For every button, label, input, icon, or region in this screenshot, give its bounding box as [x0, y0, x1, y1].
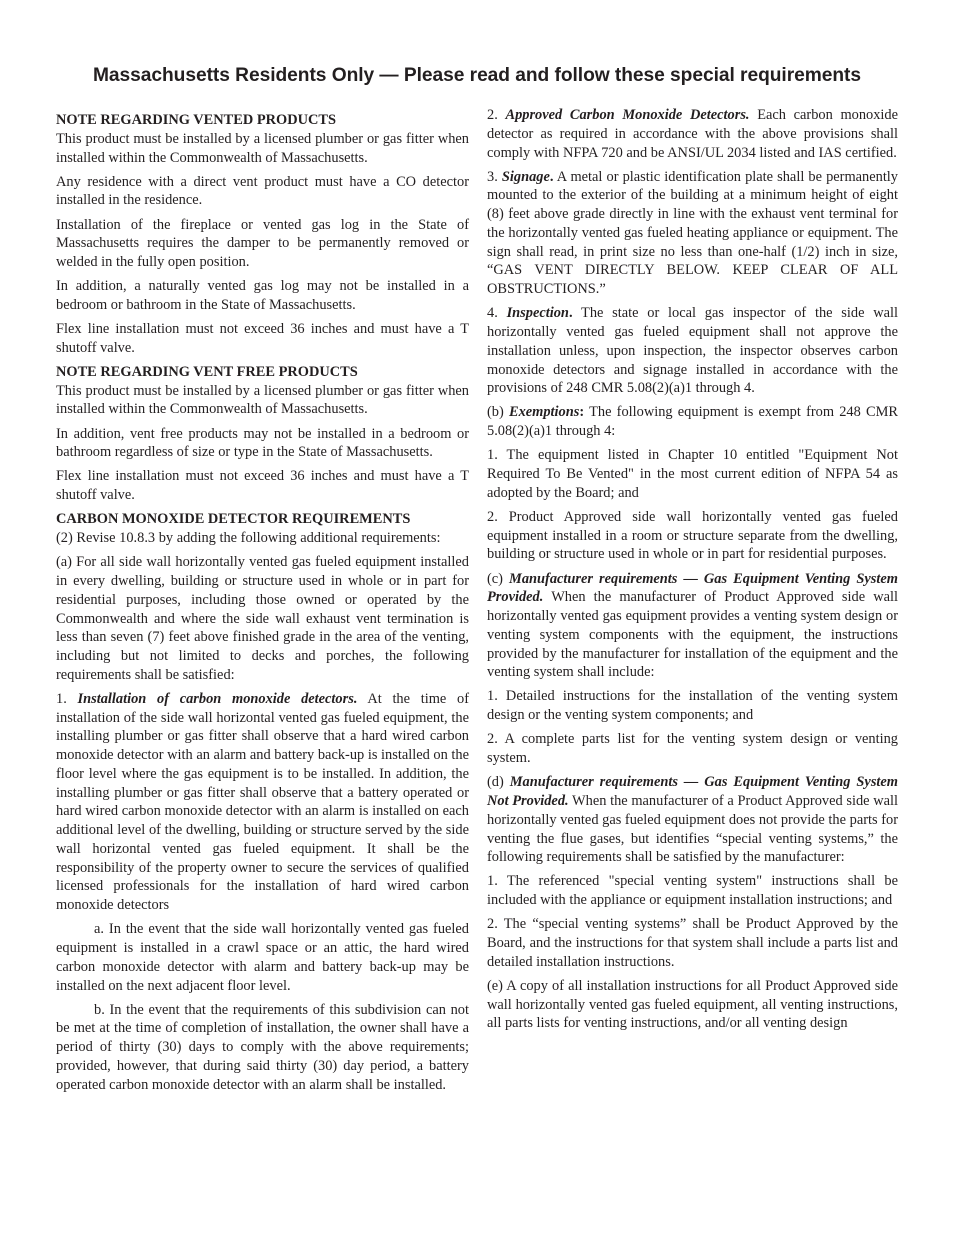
item-3-dot: .: [549, 168, 554, 185]
heading-vent-free-products: NOTE REGARDING VENT FREE PRODUCTS: [56, 363, 358, 380]
page-title: Massachusetts Residents Only — Please read and follow these special requirements: [92, 65, 862, 86]
section-b-exemptions: [487, 403, 898, 441]
right-column: [487, 106, 898, 1039]
co-paragraph-revise: (2) Revise 10.8.3 by adding the following additional requirements:: [56, 530, 441, 547]
section-d-number: (d): [487, 774, 510, 791]
heading-co-detector-requirements: CARBON MONOXIDE DETECTOR REQUIREMENTS: [56, 511, 411, 528]
item-4-number: 4.: [487, 305, 507, 322]
section-d-body: When the manufacturer of a Product Approved side wall horizontally vented gas fueled equipment does not provide the parts for venting the flue gases, but identifies “special venting systems,” the following requirements shall be satisfied by the manufacturer:: [487, 793, 899, 866]
item-2-number: 2.: [487, 107, 506, 123]
section-d-item-2: 2. The “special venting systems” shall be Product Approved by the Board, and the instructions for that system shall include a parts list and detailed installation instructions.: [487, 916, 898, 970]
section-b-colon: :: [579, 404, 585, 421]
co-paragraph-a: (a) For all side wall horizontally vented gas fueled equipment installed in every dwelling, building or structure used in whole or in part for residential purposes, including those owned or operated by the Commonwealth and where the side wall exhaust vent termination is less than seven (7) feet above finished grade in the area of the venting, including but not limited to decks and porches, the following requirements shall be satisfied:: [56, 554, 469, 683]
section-b-number: (b): [487, 404, 509, 421]
section-c-venting-provided: [487, 570, 898, 683]
vented-paragraph-1: This product must be installed by a licensed plumber or gas fitter when installed within the Commonwealth of Massachusetts.: [56, 130, 469, 166]
item-2-approved-detectors: [487, 106, 898, 162]
section-b-heading: Exemptions: [508, 404, 580, 421]
vented-paragraph-2: Any residence with a direct vent product must have a CO detector installed in the residence.: [56, 173, 469, 209]
vented-paragraph-4: In addition, a naturally vented gas log may not be installed in a bedroom or bathroom in the State of Massachusetts.: [56, 278, 469, 313]
co-item-1-heading: Installation of carbon monoxide detectors.: [77, 690, 358, 707]
section-d-heading: Manufacturer requirements — Gas Equipment Venting System Not Provided.: [487, 774, 898, 810]
co-item-1-body: At the time of installation of the side wall horizontal vented gas fueled equipment, the installing plumber or gas fitter shall observe that a hard wired carbon monoxide detector with an alarm and battery back-up is installed on the floor level where the gas equipment is to be installed. In addition, the installing plumber or gas fitter shall observe that a battery operated or hard wired carbon monoxide detector with an alarm is installed on each additional level of the dwelling, building or structure served by the side wall horizontal vented gas fueled equipment. It shall be the responsibility of the property owner to secure the services of qualified licensed professionals for the installation of hard wired carbon monoxide detectors: [56, 690, 470, 914]
co-item-1: [56, 690, 469, 915]
item-4-inspection: [487, 304, 898, 398]
vented-paragraph-5: Flex line installation must not exceed 36 inches and must have a T shutoff valve.: [56, 321, 469, 356]
item-4-body: The state or local gas inspector of the side wall horizontally vented gas fueled equipment shall not approve the installation unless, upon inspection, the inspector observes carbon monoxide detectors and signage installed in accordance with the provisions of 248 CMR 5.08(2)(a)1 through 4.: [487, 305, 899, 397]
item-3-body: A metal or plastic identification plate shall be permanently mounted to the exterior of the building at a minimum height of eight (8) feet above grade directly in line with the exhaust vent terminal for the horizontally vented gas fueled heating appliance or equipment. The sign shall read, in print size no less than one-half (1/2) inch in size, “GAS VENT DIRECTLY BELOW. KEEP CLEAR OF ALL OBSTRUCTIONS.”: [487, 168, 899, 298]
co-subitem-b: b. In the event that the requirements of this subdivision can not be met at the time of completion of installation, the owner shall have a period of thirty (30) days to comply with the above requirements; provided, however, that during said thirty (30) day period, a battery operated carbon monoxide detector with an alarm shall be installed.: [56, 1001, 469, 1093]
item-3-heading: Signage: [501, 168, 550, 185]
section-c-body: When the manufacturer of Product Approved side wall horizontally vented gas equipment provides a venting system design or venting system components with the equipment, the instructions provided by the manufacturer for installation of the equipment and the venting system shall include:: [487, 589, 898, 681]
exemption-item-1: 1. The equipment listed in Chapter 10 entitled "Equipment Not Required To Be Vented" in the most current edition of NFPA 54 as adopted by the Board; and: [487, 447, 898, 501]
vent-free-paragraph-2: In addition, vent free products may not be installed in a bedroom or bathroom regardless of size or type in the State of Massachusetts.: [56, 425, 469, 461]
co-subitem-a: a. In the event that the side wall horizontally vented gas fueled equipment is installed in a crawl space or an attic, the hard wired carbon monoxide detector with alarm and battery back-up may be installed on the next adjacent floor level.: [56, 921, 469, 994]
section-e-installation-instructions: (e) A copy of all installation instructions for all Product Approved side wall horizontally vented gas fueled equipment, all venting instructions, all parts lists for venting instructions, and/or all venting design: [487, 977, 898, 1032]
vent-free-paragraph-3: Flex line installation must not exceed 36 inches and must have a T shutoff valve.: [56, 468, 469, 504]
section-c-item-2: 2. A complete parts list for the venting system design or venting system.: [487, 731, 898, 767]
section-c-heading: Manufacturer requirements — Gas Equipment Venting System Provided.: [487, 570, 898, 606]
section-d-item-1: 1. The referenced "special venting system" instructions shall be included with the appliance or equipment installation instructions; and: [487, 873, 898, 909]
vent-free-paragraph-1: This product must be installed by a licensed plumber or gas fitter when installed within the Commonwealth of Massachusetts.: [56, 382, 469, 418]
left-column: [56, 106, 469, 1100]
item-4-dot: .: [568, 305, 573, 322]
co-item-1-number: 1.: [56, 690, 78, 707]
vented-paragraph-3: Installation of the fireplace or vented gas log in the State of Massachusetts requires the damper to be permanently removed or welded in the fully open position.: [56, 216, 469, 271]
section-d-venting-not-provided: [487, 773, 898, 867]
item-3-number: 3.: [487, 168, 502, 185]
heading-vented-products: NOTE REGARDING VENTED PRODUCTS: [56, 112, 336, 128]
item-4-heading: Inspection: [506, 305, 569, 322]
section-c-number: (c): [487, 570, 510, 587]
item-2-body: Each carbon monoxide detector as required in accordance with the above provisions shall comply with NFPA 720 and be ANSI/UL 2034 listed and IAS certified.: [487, 107, 899, 161]
item-2-heading: Approved Carbon Monoxide Detectors.: [505, 107, 750, 123]
section-c-item-1: 1. Detailed instructions for the installation of the venting system design or the venting system components; and: [487, 688, 898, 724]
item-3-signage: [487, 168, 898, 299]
section-b-body: The following equipment is exempt from 248 CMR 5.08(2)(a)1 through 4:: [487, 404, 898, 440]
exemption-item-2: 2. Product Approved side wall horizontally vented gas fueled equipment installed in a room or structure separate from the dwelling, building or structure used in whole or in part for residential purposes.: [487, 508, 898, 563]
